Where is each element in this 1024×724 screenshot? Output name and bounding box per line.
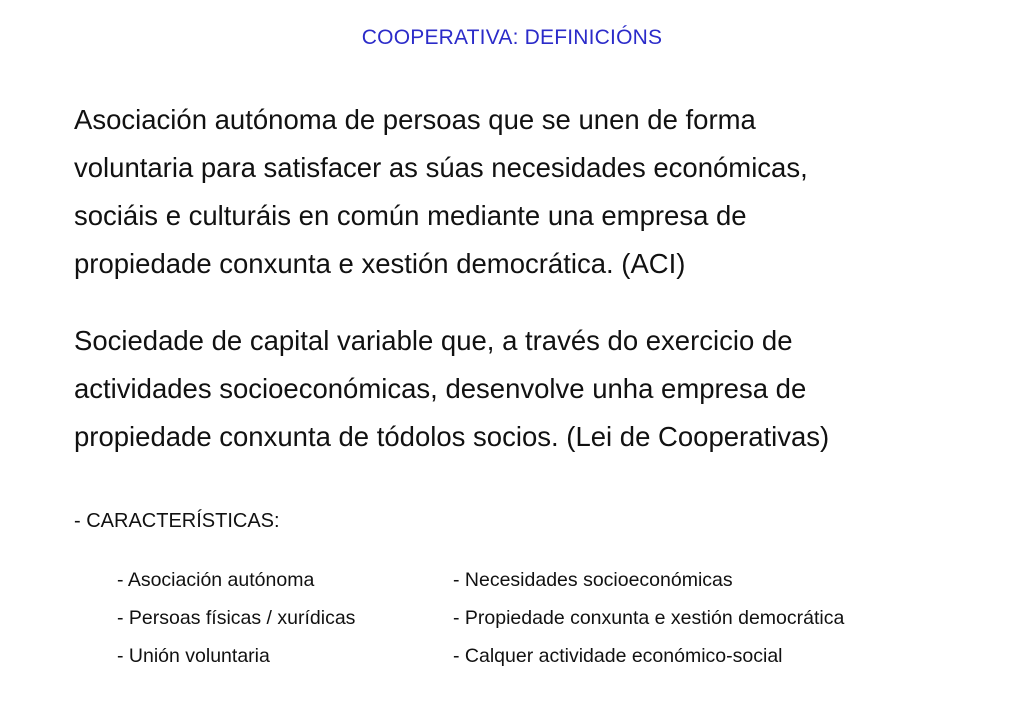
feature-item: - Asociación autónoma [117,568,315,591]
features-list [117,561,977,675]
feature-row [117,599,977,637]
feature-item: - Necesidades socioeconómicas [453,568,733,591]
page-title: COOPERATIVA: DEFINICIÓNS [361,26,663,49]
feature-item: - Unión voluntaria [117,644,270,667]
definition-aci [74,96,994,288]
feature-item: - Propiedade conxunta e xestión democrática [453,606,845,629]
definition-line: Asociación autónoma de persoas que se unen de forma [74,104,756,135]
definition-lei-cooperativas [74,317,994,461]
feature-item: - Calquer actividade económico-social [453,644,783,667]
definition-line: propiedade conxunta e xestión democrática. (ACI) [74,248,686,279]
definition-line: actividades socioeconómicas, desenvolve unha empresa de [74,373,807,404]
feature-row [117,637,977,675]
definition-line: Sociedade de capital variable que, a través do exercicio de [74,325,793,356]
features-heading: - CARACTERÍSTICAS: [74,510,280,532]
definition-line: propiedade conxunta de tódolos socios. (Lei de Cooperativas) [74,421,830,452]
definition-line: sociáis e culturáis en común mediante una empresa de [74,200,747,231]
definition-line: voluntaria para satisfacer as súas necesidades económicas, [74,152,808,183]
feature-item: - Persoas físicas / xurídicas [117,606,356,629]
feature-row [117,561,977,599]
